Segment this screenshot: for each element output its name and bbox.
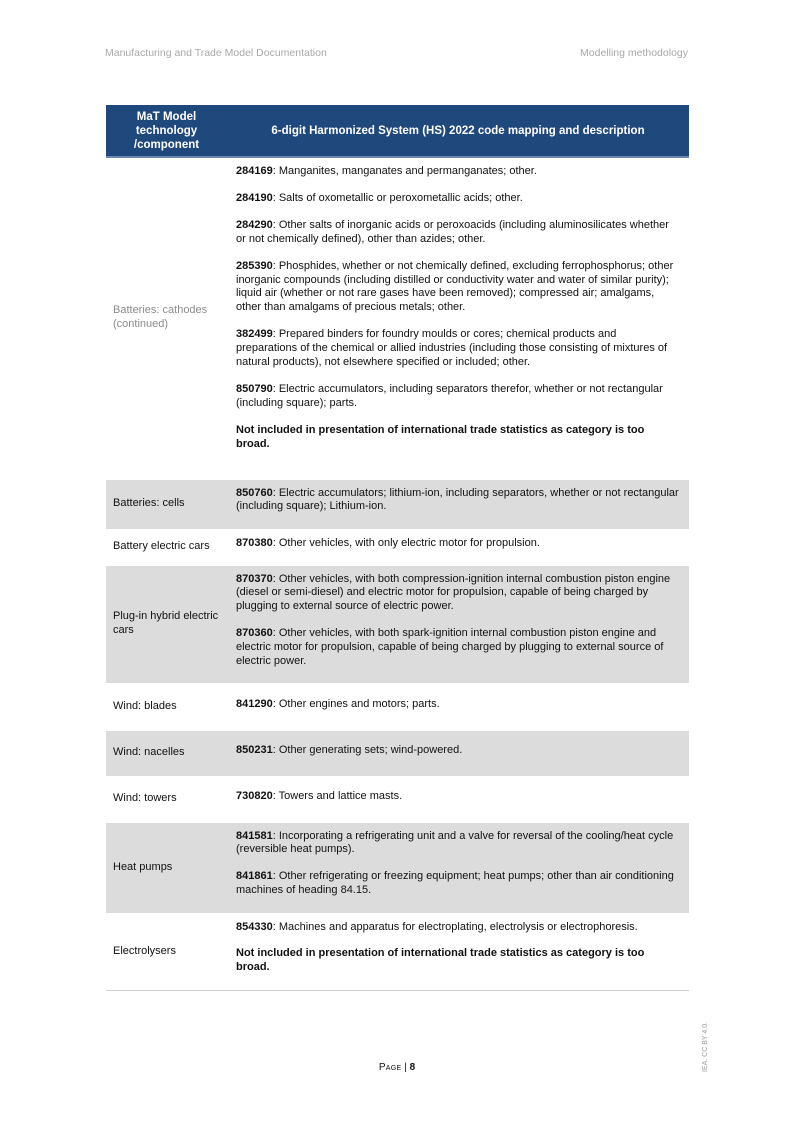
row-description — [227, 157, 689, 479]
table-row — [106, 683, 689, 730]
row-label: Plug-in hybrid electric cars — [106, 565, 227, 683]
hs-code: 850231 — [236, 744, 273, 757]
hs-entry — [236, 383, 679, 411]
row-description — [227, 822, 689, 913]
table-row — [106, 913, 689, 990]
row-label: Batteries: cathodes (continued) — [113, 304, 208, 331]
hs-text: : Other salts of inorganic acids or peroxoacids (including aluminosilicates whether or not chemically defined), other than azides; other. — [236, 218, 669, 245]
hs-text: : Manganites, manganates and permanganates; other. — [272, 165, 537, 177]
col-header-technology: MaT Model technology /component — [106, 105, 227, 157]
row-label: Heat pumps — [106, 822, 227, 913]
hs-text: : Other refrigerating or freezing equipment; heat pumps; other than air conditioning machines of heading 84.15. — [236, 870, 674, 897]
table-row — [106, 529, 689, 565]
hs-code: 382499 — [236, 328, 273, 341]
hs-entry — [236, 537, 679, 551]
hs-code: 850760 — [236, 486, 273, 499]
table-row — [106, 565, 689, 683]
hs-text: : Other vehicles, with both compression-ignition internal combustion piston engine (diesel or semi-diesel) and electric motor for propulsion, capable of being charged by plugging to external source of electric power. — [236, 572, 671, 613]
table-row — [106, 730, 689, 776]
hs-code: 841581 — [236, 829, 273, 842]
hs-entry — [236, 830, 679, 858]
row-description — [227, 479, 689, 529]
hs-text: : Electric accumulators, including separators therefor, whether or not rectangular (including square); parts. — [236, 382, 663, 409]
exclusion-note: Not included in presentation of international trade statistics as category is too broad. — [236, 423, 645, 450]
running-header-section: Modelling methodology — [580, 47, 688, 59]
hs-text: : Other vehicles, with only electric motor for propulsion. — [272, 536, 540, 549]
hs-text: : Salts of oxometallic or peroxometallic acids; other. — [272, 191, 523, 204]
hs-code: 841861 — [236, 870, 273, 883]
hs-text: : Electric accumulators; lithium-ion, including separators, whether or not rectangular (including square); Lithium-ion. — [236, 486, 679, 513]
hs-text: : Towers and lattice masts. — [272, 790, 403, 803]
table-row — [106, 157, 689, 479]
row-label: Electrolysers — [113, 944, 176, 957]
table-row — [106, 479, 689, 529]
hs-code: 870380 — [236, 536, 273, 549]
hs-code: 284169 — [236, 165, 273, 177]
row-description — [227, 529, 689, 565]
row-description — [227, 565, 689, 683]
hs-entry — [236, 744, 679, 758]
hs-mapping-table — [106, 105, 689, 991]
hs-text: : Other engines and motors; parts. — [272, 697, 440, 710]
hs-entry — [236, 573, 679, 615]
row-label: Wind: towers — [113, 792, 177, 805]
hs-code: 285390 — [236, 259, 273, 272]
col-header-hs-mapping: 6-digit Harmonized System (HS) 2022 code mapping and description — [227, 105, 689, 157]
hs-text: : Prepared binders for foundry moulds or cores; chemical products and preparations of the chemical or allied industries (including those consisting of mixtures of natural products), not elsewhere specified or included; other. — [236, 328, 668, 369]
hs-entry — [236, 870, 679, 898]
hs-text: : Phosphides, whether or not chemically defined, excluding ferrophosphorus; other inorganic compounds (including distilled or conductivity water and water of similar purity); liquid air (whether or not rare gases have been removed); compressed air; amalgams, other than amalgams of precious metals; other. — [236, 259, 674, 314]
hs-text: : Other generating sets; wind-powered. — [272, 744, 463, 757]
hs-entry — [236, 487, 679, 515]
hs-text: : Incorporating a refrigerating unit and a valve for reversal of the cooling/heat cycle (reversible heat pumps). — [236, 829, 674, 856]
hs-code: 870370 — [236, 572, 273, 585]
hs-entry — [236, 328, 679, 370]
hs-entry — [236, 192, 679, 206]
hs-code: 850790 — [236, 382, 273, 395]
hs-entry — [236, 790, 679, 804]
hs-entry — [236, 627, 679, 669]
hs-code: 854330 — [236, 920, 273, 933]
license-note: IEA. CC BY 4.0. — [702, 1021, 709, 1072]
running-header-title: Manufacturing and Trade Model Documentation — [105, 47, 327, 59]
hs-entry — [236, 260, 679, 316]
table-header-row — [106, 105, 689, 157]
row-description — [227, 730, 689, 776]
hs-code: 284190 — [236, 191, 273, 204]
hs-code: 841290 — [236, 697, 273, 710]
hs-text: : Other vehicles, with both spark-ignition internal combustion piston engine and electric motor for propulsion, capable of being charged by plugging to external source of electric power. — [236, 627, 664, 668]
hs-text: : Machines and apparatus for electroplating, electrolysis or electrophoresis. — [272, 920, 638, 933]
page-footer — [0, 1062, 794, 1073]
hs-entry — [236, 921, 679, 935]
hs-entry — [236, 219, 679, 247]
row-label: Battery electric cars — [113, 540, 210, 553]
page-separator: | — [401, 1062, 410, 1073]
exclusion-note: Not included in presentation of international trade statistics as category is too broad. — [236, 947, 645, 974]
row-description — [227, 683, 689, 730]
hs-entry — [236, 698, 679, 712]
page-label: Page — [378, 1062, 402, 1073]
hs-entry — [236, 165, 679, 179]
table-row — [106, 776, 689, 822]
row-description — [227, 776, 689, 822]
table-row — [106, 822, 689, 913]
hs-code: 870360 — [236, 627, 273, 640]
row-label: Wind: blades — [113, 699, 177, 712]
page-number: 8 — [409, 1062, 416, 1073]
hs-code: 284290 — [236, 218, 273, 231]
row-description — [227, 913, 689, 990]
hs-code: 730820 — [236, 790, 273, 803]
row-label: Wind: nacelles — [106, 730, 227, 776]
row-label: Batteries: cells — [106, 479, 227, 529]
